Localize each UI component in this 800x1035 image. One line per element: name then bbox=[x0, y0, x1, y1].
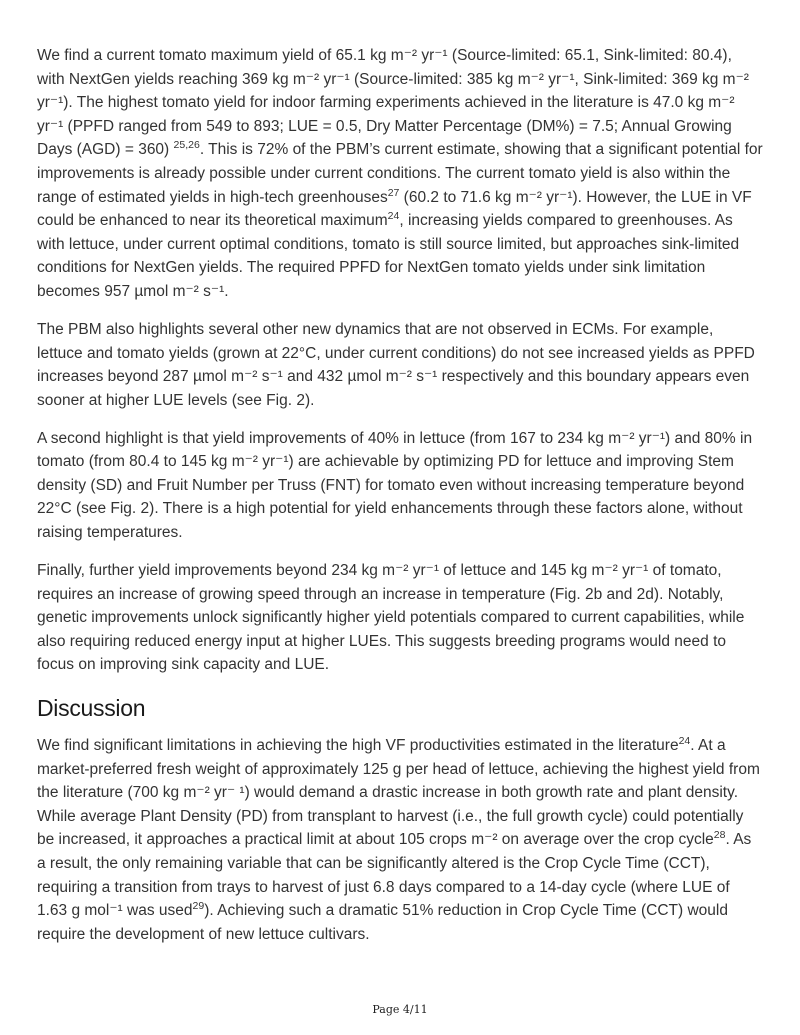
citation-ref: 24 bbox=[387, 210, 400, 222]
text-run: Finally, further yield improvements beyond 234 kg m⁻² yr⁻¹ of lettuce and 145 kg m⁻² yr⁻¹ of tomato, requires an increase of growing speed through an increase in temperature (Fig. 2b and 2d). Notably, genetic improvements unlock significantly higher yield potentials compared to current capabilities, while also requiring reduced energy input at higher LUEs. This suggests breeding programs would need to focus on improving sink capacity and LUE. bbox=[37, 562, 745, 674]
text-run: . As a result, the only remaining variable that can be significantly altered is the Crop Cycle Time (CCT), requiring a transition from trays to harvest of just 6.8 days compared to a 14-day cycle (where LUE of 1.63 g mol⁻¹ was used bbox=[37, 831, 752, 920]
text-run: . This is 72% of the PBM’s current estimate, showing that a significant potential for improvements is already possible under current conditions. The current tomato yield is also within the range of estimated yields in high-tech greenhouses bbox=[37, 141, 763, 206]
text-run: . At a market-preferred fresh weight of approximately 125 g per head of lettuce, achieving the highest yield from the literature (700 kg m⁻² yr⁻ ¹) would demand a drastic increase in both growth rate and plant density. While average Plant Density (PD) from transplant to harvest (i.e., the full growth cycle) could potentially be increased, it approaches a practical limit at about 105 crops m⁻² on average over the crop cycle bbox=[37, 737, 760, 849]
text-run: We find a current tomato maximum yield of 65.1 kg m⁻² yr⁻¹ (Source-limited: 65.1, Sink-limited: 80.4), with NextGen yields reaching 369 kg m⁻² yr⁻¹ (Source-limited: 385 kg m⁻² yr⁻¹, Sink-limited: 369 kg m⁻² yr⁻¹). The highest tomato yield for indoor farming experiments achieved in the literature is 47.0 kg m⁻² yr⁻¹ (PPFD ranged from 549 to 893; LUE = 0.5, Dry Matter Percentage (DM%) = 7.5; Annual Growing Days (AGD) = 360) bbox=[37, 47, 749, 159]
citation-ref: 27 bbox=[387, 186, 400, 199]
page-number: Page 4/11 bbox=[372, 1003, 428, 1016]
text-run: We find significant limitations in achieving the high VF productivities estimated in the literature bbox=[37, 737, 679, 755]
text-run: (60.2 to 71.6 kg m⁻² yr⁻¹). However, the LUE in VF could be enhanced to near its theoretical maximum bbox=[37, 188, 752, 230]
paragraph bbox=[37, 318, 763, 412]
text-run: ). Achieving such a dramatic 51% reduction in Crop Cycle Time (CCT) would require the development of new lettuce cultivars. bbox=[37, 902, 728, 943]
discussion-section bbox=[37, 734, 763, 946]
text-run: , increasing yields compared to greenhouses. As with lettuce, under current optimal conditions, tomato is still source limited, but approaches sink-limited conditions for NextGen yields. The required PPFD for NextGen tomato yields under sink limitation becomes 957 µmol m⁻² s⁻¹. bbox=[37, 212, 740, 300]
citation-ref: 24 bbox=[678, 734, 691, 747]
text-run: A second highlight is that yield improvements of 40% in lettuce (from 167 to 234 kg m⁻² yr⁻¹) and 80% in tomato (from 80.4 to 145 kg m⁻² yr⁻¹) are achievable by optimizing PD for lettuce and improving Stem density (SD) and Fruit Number per Truss (FNT) for tomato even without increasing temperature beyond 22°C (see Fig. 2). There is a high potential for yield enhancements through these factors alone, without raising temperatures. bbox=[37, 429, 753, 542]
paragraph bbox=[37, 427, 763, 545]
paragraph bbox=[37, 44, 763, 304]
citation-ref: 25,26 bbox=[173, 139, 200, 152]
results-section bbox=[37, 44, 763, 677]
text-run: The PBM also highlights several other new dynamics that are not observed in ECMs. For example, lettuce and tomato yields (grown at 22°C, under current conditions) do not see increased yields as PPFD increases beyond 287 µmol m⁻² s⁻¹ and 432 µmol m⁻² s⁻¹ respectively and this boundary appears even sooner at higher LUE levels (see Fig. 2). bbox=[37, 320, 755, 409]
citation-ref: 28 bbox=[713, 829, 726, 842]
page-body bbox=[37, 44, 763, 961]
citation-ref: 29 bbox=[192, 900, 205, 913]
section-heading-discussion: Discussion bbox=[37, 695, 146, 722]
paragraph bbox=[37, 559, 763, 677]
paragraph bbox=[37, 734, 763, 946]
